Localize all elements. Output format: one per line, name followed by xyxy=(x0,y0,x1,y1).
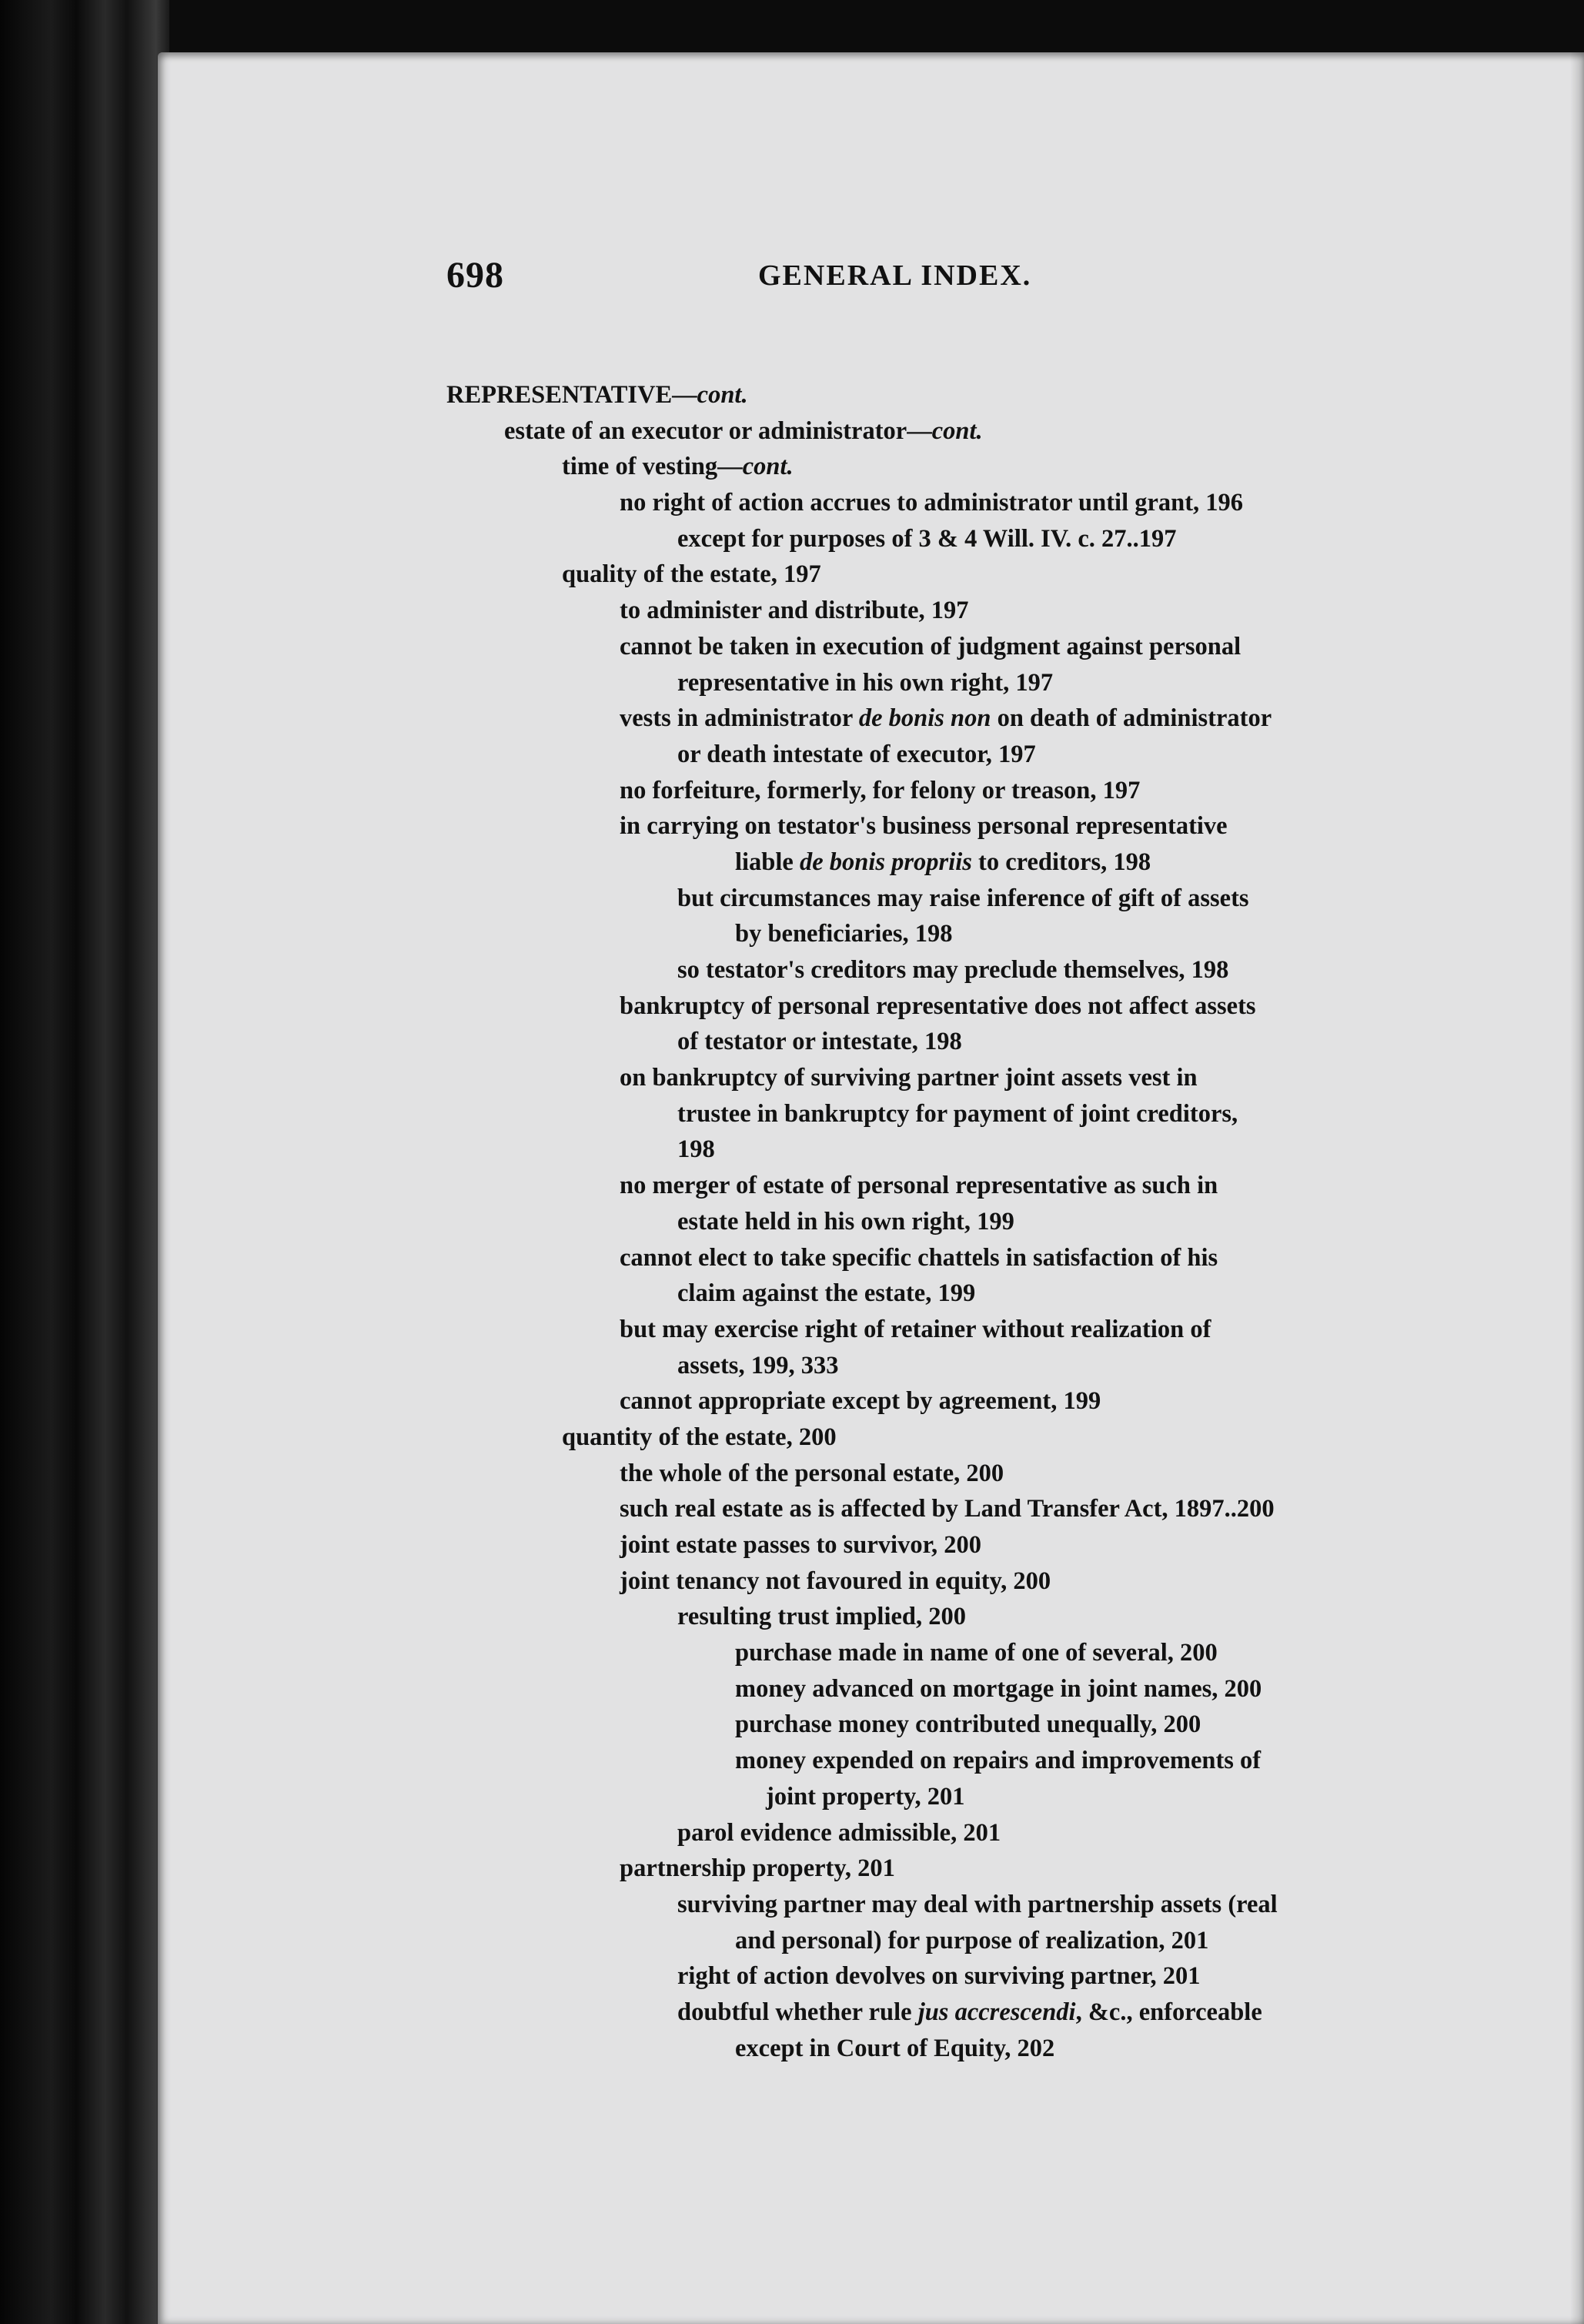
index-line-text: cannot elect to take specific chattels in satisfaction of his xyxy=(620,1243,1218,1272)
index-line xyxy=(446,1923,1570,1959)
index-line-italic-text: de bonis propriis xyxy=(799,848,972,876)
index-line-text: joint estate passes to survivor, 200 xyxy=(620,1531,982,1559)
index-line-text: such real estate as is affected by Land Transfer Act, 1897..200 xyxy=(620,1495,1275,1523)
index-line xyxy=(446,1168,1570,1204)
index-line xyxy=(446,701,1570,737)
index-line xyxy=(446,2031,1570,2067)
index-page xyxy=(158,52,1584,2324)
index-entries xyxy=(446,377,1570,2066)
index-line xyxy=(446,1743,1570,1779)
index-line xyxy=(446,1851,1570,1887)
index-line xyxy=(446,1060,1570,1096)
index-line-text: quantity of the estate, 200 xyxy=(562,1423,837,1451)
index-line-text: of testator or intestate, 198 xyxy=(677,1028,962,1056)
index-line xyxy=(446,1779,1570,1815)
index-line-text: on bankruptcy of surviving partner joint assets vest in xyxy=(620,1064,1198,1092)
index-line-text: except in Court of Equity, 202 xyxy=(735,2034,1055,2062)
index-line-text: quality of the estate, 197 xyxy=(562,560,821,589)
index-line-text: joint tenancy not favoured in equity, 200 xyxy=(620,1567,1051,1595)
index-line xyxy=(446,665,1570,701)
index-line-text: cannot appropriate except by agreement, 199 xyxy=(620,1387,1101,1416)
index-line xyxy=(446,773,1570,809)
index-line-text: representative in his own right, 197 xyxy=(677,668,1054,697)
index-line-italic-text: cont. xyxy=(697,381,748,409)
index-line-text: or death intestate of executor, 197 xyxy=(677,740,1036,768)
index-line xyxy=(446,1132,1570,1168)
index-line-text: but may exercise right of retainer without realization of xyxy=(620,1315,1211,1343)
index-line-text: right of action devolves on surviving partner, 201 xyxy=(677,1962,1201,1991)
index-line-text: so testator's creditors may preclude themselves, 198 xyxy=(677,956,1229,984)
index-line-text: doubtful whether rule xyxy=(677,1998,918,2026)
index-line-text: assets, 199, 333 xyxy=(677,1351,839,1379)
index-line-text: to creditors, 198 xyxy=(971,848,1151,876)
index-line xyxy=(446,1491,1570,1527)
index-line-text: vests in administrator xyxy=(620,704,859,733)
index-line xyxy=(446,593,1570,629)
index-line xyxy=(446,485,1570,521)
index-line-text: no forfeiture, formerly, for felony or treason, 197 xyxy=(620,776,1141,804)
index-line xyxy=(446,1024,1570,1060)
index-line-text: money advanced on mortgage in joint names, 200 xyxy=(735,1674,1262,1703)
index-line xyxy=(446,1599,1570,1635)
index-line xyxy=(446,1563,1570,1600)
index-line xyxy=(446,1348,1570,1384)
index-line-text: resulting trust implied, 200 xyxy=(677,1603,966,1631)
index-line xyxy=(446,1958,1570,1995)
index-line-text: time of vesting— xyxy=(562,453,743,481)
index-line xyxy=(446,1419,1570,1456)
index-line xyxy=(446,1635,1570,1671)
page-header xyxy=(158,254,1584,303)
index-line-text: in carrying on testator's business personal representative xyxy=(620,812,1228,841)
index-line-italic-text: cont. xyxy=(931,416,983,445)
index-line xyxy=(446,952,1570,988)
index-line-text: purchase money contributed unequally, 200 xyxy=(735,1710,1201,1739)
page-number: 698 xyxy=(446,255,504,296)
index-line xyxy=(446,916,1570,952)
index-line-text: , &c., enforceable xyxy=(1075,1998,1262,2026)
index-line-text: REPRESENTATIVE— xyxy=(446,381,697,409)
index-line-text: surviving partner may deal with partnership assets (real xyxy=(677,1890,1278,1918)
index-line-text: joint property, 201 xyxy=(766,1782,965,1811)
index-line-text: money expended on repairs and improvements of xyxy=(735,1747,1262,1775)
index-line xyxy=(446,629,1570,665)
book-binding-edge xyxy=(0,0,169,2324)
index-line xyxy=(446,1815,1570,1851)
index-line-text: cannot be taken in execution of judgment against personal xyxy=(620,632,1241,660)
index-line-italic-text: jus accrescendi xyxy=(917,1998,1076,2026)
index-line xyxy=(446,808,1570,844)
running-head: GENERAL INDEX. xyxy=(758,259,1032,292)
index-line xyxy=(446,1887,1570,1923)
index-line xyxy=(446,377,1570,413)
index-line xyxy=(446,1240,1570,1276)
index-line-text: parol evidence admissible, 201 xyxy=(677,1818,1001,1847)
index-line-italic-text: de bonis non xyxy=(858,704,991,733)
index-line xyxy=(446,1383,1570,1419)
index-line-text: purchase made in name of one of several, 200 xyxy=(735,1639,1218,1667)
index-line-text: 198 xyxy=(677,1135,715,1164)
index-line xyxy=(446,1276,1570,1312)
index-line-text: estate of an executor or administrator— xyxy=(504,416,932,445)
index-line-text: claim against the estate, 199 xyxy=(677,1279,976,1308)
index-line xyxy=(446,413,1570,450)
index-line xyxy=(446,557,1570,593)
index-line-text: partnership property, 201 xyxy=(620,1854,895,1883)
index-line-text: no right of action accrues to administrator until grant, 196 xyxy=(620,489,1244,517)
index-line xyxy=(446,737,1570,773)
index-line xyxy=(446,521,1570,557)
index-line xyxy=(446,844,1570,881)
index-line xyxy=(446,1707,1570,1743)
index-line-text: but circumstances may raise inference of gift of assets xyxy=(677,884,1249,912)
index-line-text: bankruptcy of personal representative does not affect assets xyxy=(620,991,1256,1020)
index-line xyxy=(446,1096,1570,1132)
index-line-text: on death of administrator xyxy=(991,704,1272,733)
index-line-text: the whole of the personal estate, 200 xyxy=(620,1459,1004,1487)
index-line xyxy=(446,1312,1570,1348)
index-line xyxy=(446,1671,1570,1707)
index-line-text: by beneficiaries, 198 xyxy=(735,920,953,948)
index-line-text: to administer and distribute, 197 xyxy=(620,597,969,625)
index-line xyxy=(446,881,1570,917)
index-line-text: except for purposes of 3 & 4 Will. IV. c. 27..197 xyxy=(677,524,1177,553)
index-line-italic-text: cont. xyxy=(742,453,794,481)
index-line xyxy=(446,1456,1570,1492)
index-line-text: estate held in his own right, 199 xyxy=(677,1207,1014,1236)
index-line-text: and personal) for purpose of realization, 201 xyxy=(735,1926,1209,1955)
index-line-text: no merger of estate of personal representative as such in xyxy=(620,1172,1218,1200)
index-line xyxy=(446,1995,1570,2031)
index-line xyxy=(446,1527,1570,1563)
index-line xyxy=(446,1204,1570,1240)
index-line xyxy=(446,449,1570,485)
index-line-text: trustee in bankruptcy for payment of joint creditors, xyxy=(677,1099,1238,1128)
index-line xyxy=(446,988,1570,1025)
index-line-text: liable xyxy=(735,848,800,876)
